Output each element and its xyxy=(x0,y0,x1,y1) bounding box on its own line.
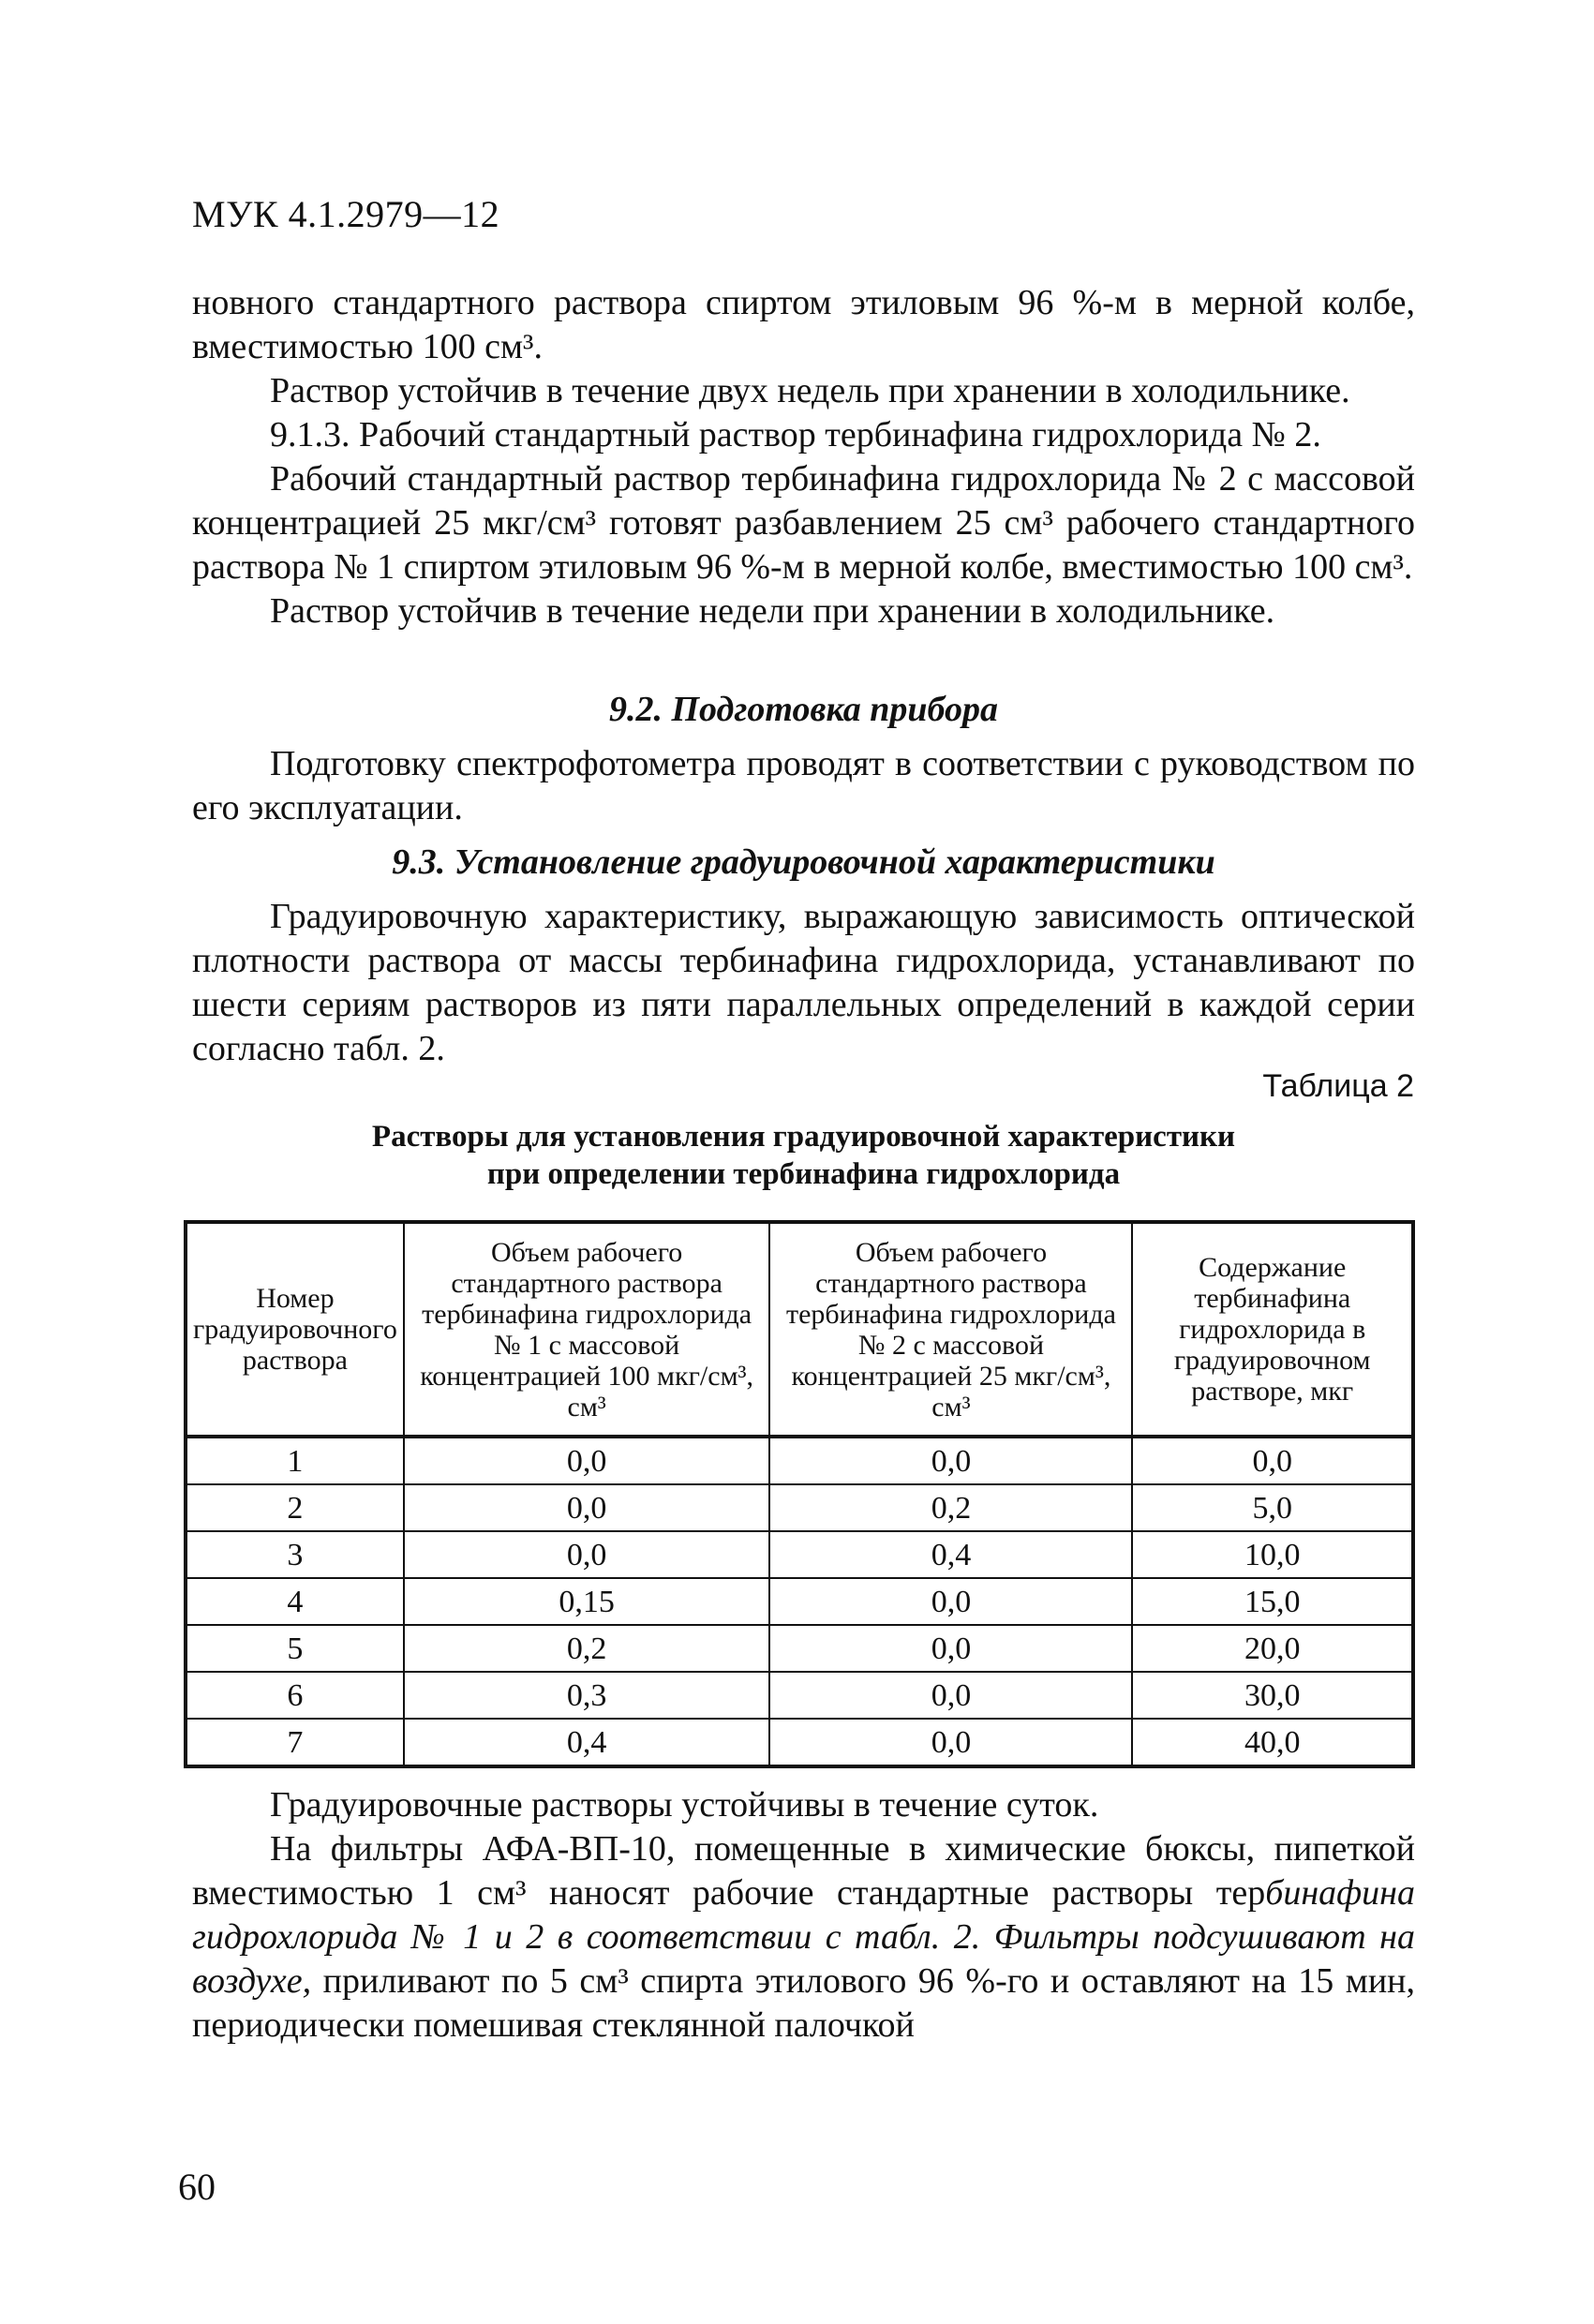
column-header-volume-solution-1: Объем рабочего стандартного раствора тербинафина гидрохлорида № 1 с массовой концентрацией 100 мкг/см³, см³ xyxy=(404,1222,770,1437)
filter-procedure-italic: бинафина гидрохлорида № 1 и 2 в соответствии с табл. 2. Фильтры подсушивают на воздухе, xyxy=(192,1873,1415,2001)
table-cell: 0,0 xyxy=(404,1484,770,1531)
paragraph-stability-two-weeks: Раствор устойчив в течение двух недель при хранении в холодильнике. xyxy=(270,371,1350,410)
table-caption xyxy=(192,1118,1415,1193)
table-cell: 5 xyxy=(186,1625,404,1672)
table-cell: 30,0 xyxy=(1132,1672,1413,1719)
column-header-volume-solution-2: Объем рабочего стандартного раствора тербинафина гидрохлорида № 2 с массовой концентрацией 25 мкг/см³, см³ xyxy=(769,1222,1132,1437)
table-cell: 0,0 xyxy=(769,1578,1132,1625)
table-cell: 10,0 xyxy=(1132,1531,1413,1578)
filter-procedure-part-1: На фильтры АФА-ВП-10, помещенные в химические бюксы, пипеткой вместимостью 1 см³ наносят рабочие стандартные растворы тер xyxy=(192,1829,1415,1913)
filter-procedure-part-3: приливают по 5 см³ спирта этилового 96 %-го и оставляют на 15 мин, периодически помешивая стеклянной палочкой xyxy=(192,1961,1415,2045)
table-cell: 0,4 xyxy=(769,1531,1132,1578)
page-header: МУК 4.1.2979—12 xyxy=(192,193,500,235)
paragraph-instrument-prep: Подготовку спектрофотометра проводят в соответствии с руководством по его эксплуатации. xyxy=(192,744,1415,827)
table-caption-line-1: Растворы для установления градуировочной характеристики xyxy=(371,1120,1236,1154)
column-header-content: Содержание тербинафина гидрохлорида в градуировочном растворе, мкг xyxy=(1132,1222,1413,1437)
section-title-9-3: 9.3. Установление градуировочной характеристики xyxy=(392,842,1215,882)
table-row xyxy=(186,1484,1413,1531)
paragraph-continuation: новного стандартного раствора спиртом этиловым 96 %-м в мерной колбе, вместимостью 100 см³. xyxy=(192,283,1415,366)
table-cell: 6 xyxy=(186,1672,404,1719)
paragraph-filter-procedure xyxy=(192,1827,1415,2048)
table-cell: 0,0 xyxy=(769,1437,1132,1484)
table-cell: 7 xyxy=(186,1719,404,1766)
table-caption-line-2: при определении тербинафина гидрохлорида xyxy=(486,1157,1121,1191)
column-header-number: Номер градуировочного раствора xyxy=(186,1222,404,1437)
table-cell: 0,0 xyxy=(769,1625,1132,1672)
table-cell: 3 xyxy=(186,1531,404,1578)
table-cell: 2 xyxy=(186,1484,404,1531)
table-cell: 0,15 xyxy=(404,1578,770,1625)
table-cell: 0,0 xyxy=(769,1719,1132,1766)
table-cell: 5,0 xyxy=(1132,1484,1413,1531)
table-cell: 0,4 xyxy=(404,1719,770,1766)
table-cell: 0,2 xyxy=(769,1484,1132,1531)
paragraph-9-1-3-heading: 9.1.3. Рабочий стандартный раствор тербинафина гидрохлорида № 2. xyxy=(270,415,1321,454)
paragraph-stability-one-week: Раствор устойчив в течение недели при хранении в холодильнике. xyxy=(270,591,1275,631)
table-row xyxy=(186,1672,1413,1719)
paragraph-calibration-stability: Градуировочные растворы устойчивы в течение суток. xyxy=(270,1785,1099,1825)
table-cell: 0,3 xyxy=(404,1672,770,1719)
table-cell: 1 xyxy=(186,1437,404,1484)
table-cell: 0,0 xyxy=(769,1672,1132,1719)
table-cell: 0,0 xyxy=(404,1437,770,1484)
table-cell: 4 xyxy=(186,1578,404,1625)
table-cell: 20,0 xyxy=(1132,1625,1413,1672)
paragraph-calibration: Градуировочную характеристику, выражающую зависимость оптической плотности раствора от массы тербинафина гидрохлорида, устанавливают по шести сериям растворов из пяти параллельных определений в каждой серии согласно табл. 2. xyxy=(192,897,1415,1068)
table-row xyxy=(186,1625,1413,1672)
text-block-9-3 xyxy=(192,895,1415,1071)
table-header-row xyxy=(186,1222,1413,1437)
table-label: Таблица 2 xyxy=(1262,1068,1414,1104)
table-row xyxy=(186,1437,1413,1484)
table-cell: 15,0 xyxy=(1132,1578,1413,1625)
table-row xyxy=(186,1719,1413,1766)
table-cell: 0,0 xyxy=(404,1531,770,1578)
paragraph-working-solution-2: Рабочий стандартный раствор тербинафина гидрохлорида № 2 с массовой концентрацией 25 мкг/см³ готовят разбавлением 25 см³ рабочего стандартного раствора № 1 спиртом этиловым 96 %-м в мерной колбе, вместимостью 100 см³. xyxy=(192,459,1415,587)
text-block-9-2 xyxy=(192,742,1415,830)
page-number: 60 xyxy=(178,2166,216,2208)
text-block-bottom xyxy=(192,1783,1415,2048)
table-cell: 0,0 xyxy=(1132,1437,1413,1484)
section-title-9-2: 9.2. Подготовка прибора xyxy=(608,690,998,729)
calibration-table xyxy=(184,1220,1415,1768)
table-row xyxy=(186,1578,1413,1625)
text-block-top xyxy=(192,281,1415,633)
table-cell: 40,0 xyxy=(1132,1719,1413,1766)
table-cell: 0,2 xyxy=(404,1625,770,1672)
table-row xyxy=(186,1531,1413,1578)
